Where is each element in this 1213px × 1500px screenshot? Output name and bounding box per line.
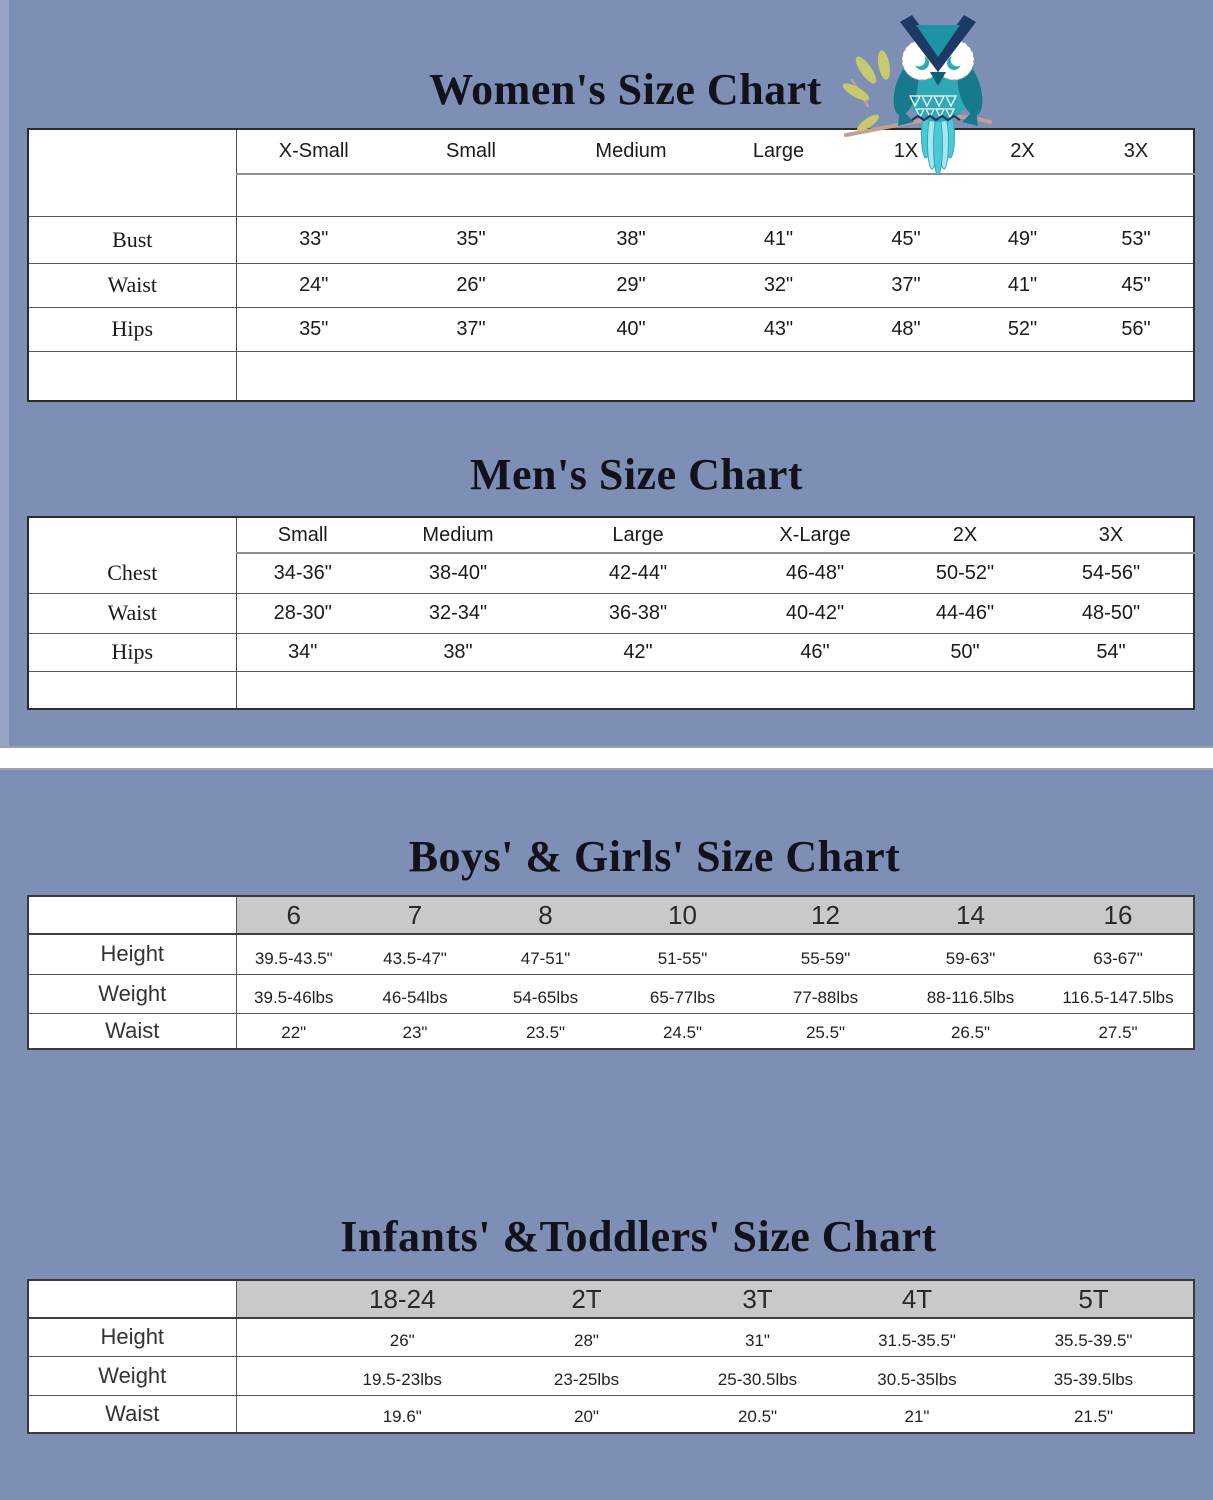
size-value: 28" [574,1330,599,1350]
size-column-header: 3T [675,1280,840,1318]
size-value: 44-46" [901,593,1029,633]
size-column-header: Medium [551,129,711,174]
row-label: Hips [28,633,236,671]
size-value: 40-42" [729,593,901,633]
row-label: Waist [28,1395,236,1433]
size-value: 20" [498,1395,675,1433]
size-column-header: X-Large [729,517,901,553]
size-value: 24" [236,263,391,307]
size-column-header: Small [236,517,369,553]
size-column-header: 3X [1079,129,1194,174]
size-value: 30.5-35lbs [840,1356,994,1395]
table-row [28,593,1194,633]
size-value: 19.6" [236,1395,498,1433]
table-row [28,263,1194,307]
size-value: 23-25lbs [498,1356,675,1395]
infants-toddlers-size-table [27,1279,1195,1434]
size-value: 19.5-23lbs [236,1356,498,1395]
size-value: 25-30.5lbs [675,1356,840,1395]
size-value: 48-50" [1029,593,1194,633]
size-value: 63-67" [1093,948,1143,968]
table-row [28,1395,1194,1433]
row-label: Hips [28,307,236,351]
size-value: 54" [1029,633,1194,671]
table-row [28,216,1194,263]
row-label: Waist [28,593,236,633]
size-value: 23.5" [479,1013,612,1049]
size-value: 26.5" [898,1013,1043,1049]
size-value: 40" [551,307,711,351]
size-column-header: 14 [898,896,1043,934]
row-label: Waist [28,1013,236,1049]
size-value: 31.5-35.5" [878,1330,956,1350]
row-label-header-cell [28,129,236,216]
size-value: 36-38" [547,593,729,633]
size-value: 59-63" [945,948,996,968]
size-value: 25.5" [753,1013,898,1049]
men-chart-title: Men's Size Chart [469,450,804,499]
size-value: 50-52" [935,561,995,584]
size-value: 31" [745,1330,770,1350]
size-column-header: 3X [1029,517,1194,553]
men-size-table [27,516,1195,710]
size-value: 23" [351,1013,479,1049]
size-value: 35.5-39.5" [1054,1330,1133,1350]
panel-separator-band [0,746,1213,770]
size-column-header: 4T [840,1280,994,1318]
size-column-header: 5T [994,1280,1194,1318]
size-value: 45" [846,216,966,263]
size-value: 45" [1079,263,1194,307]
table-row [28,307,1194,351]
table-row [28,633,1194,671]
size-value: 21.5" [994,1395,1194,1433]
size-value: 46-48" [785,561,845,584]
size-value: 28-30" [236,593,369,633]
size-value: 43" [711,307,846,351]
size-value: 33" [236,216,391,263]
row-label: Weight [28,974,236,1013]
size-value: 37" [391,307,551,351]
size-value: 46-54lbs [351,974,479,1013]
table-row [28,1356,1194,1395]
size-value: 55-59" [800,948,851,968]
table-row [28,1318,1194,1356]
row-label: Height [28,934,236,974]
size-value: 26" [391,263,551,307]
size-value: 39.5-43.5" [254,948,333,968]
size-column-header: Small [391,129,551,174]
size-value: 41" [711,216,846,263]
size-value: 26" [389,1330,415,1350]
size-value: 35" [391,216,551,263]
size-value: 77-88lbs [753,974,898,1013]
size-value: 51-55" [657,948,708,968]
size-column-header: 16 [1043,896,1194,934]
boys-girls-size-table [27,895,1195,1050]
table-row [28,553,1194,593]
size-value: 47-51" [520,948,571,968]
size-value: 38" [369,633,547,671]
size-value: 32-34" [369,593,547,633]
size-column-header: 8 [479,896,612,934]
table-row [28,1013,1194,1049]
size-value: 52" [966,307,1079,351]
size-value: 46" [729,633,901,671]
women-chart-title: Women's Size Chart [429,65,822,114]
size-value: 34" [236,633,369,671]
size-value: 49" [966,216,1079,263]
size-column-header: X-Small [236,129,391,174]
infants-toddlers-chart-title: Infants' &Toddlers' Size Chart [340,1212,937,1261]
size-value: 24.5" [612,1013,753,1049]
size-value: 42-44" [608,561,668,584]
size-column-header: 18-24 [236,1280,498,1318]
size-value: 43.5-47" [383,948,447,968]
size-value: 56" [1079,307,1194,351]
size-column-header: Large [711,129,846,174]
size-value: 54-65lbs [479,974,612,1013]
row-label: Waist [28,263,236,307]
row-label: Bust [28,216,236,263]
size-value: 48" [846,307,966,351]
size-value: 38-40" [428,561,488,584]
size-column-header: 2X [966,129,1079,174]
size-value: 39.5-46lbs [236,974,351,1013]
size-column-header: 12 [753,896,898,934]
row-label: Height [28,1318,236,1356]
size-column-header: 6 [236,896,351,934]
table-row [28,974,1194,1013]
size-value: 35-39.5lbs [994,1356,1194,1395]
size-column-header: 10 [612,896,753,934]
size-value: 42" [547,633,729,671]
size-column-header: Medium [369,517,547,553]
size-value: 65-77lbs [612,974,753,1013]
size-value: 38" [551,216,711,263]
women-size-table [27,128,1195,402]
size-value: 50" [901,633,1029,671]
size-value: 21" [840,1395,994,1433]
size-value: 41" [966,263,1079,307]
size-column-header: 2T [498,1280,675,1318]
size-value: 27.5" [1043,1013,1194,1049]
size-value: 34-36" [273,561,332,584]
boys-girls-chart-title: Boys' & Girls' Size Chart [408,832,901,881]
size-value: 54-56" [1081,561,1141,584]
size-column-header: Large [547,517,729,553]
size-value: 20.5" [675,1395,840,1433]
size-value: 32" [711,263,846,307]
size-column-header: 1X [846,129,966,174]
table-row [28,934,1194,974]
size-value: 35" [236,307,391,351]
size-value: 37" [846,263,966,307]
size-value: 22" [236,1013,351,1049]
size-column-header: 7 [351,896,479,934]
row-label-header-cell [28,517,236,553]
size-value: 53" [1079,216,1194,263]
size-value: 88-116.5lbs [898,974,1043,1013]
row-label: Chest [28,553,236,593]
row-label: Weight [28,1356,236,1395]
size-value: 116.5-147.5lbs [1043,974,1194,1013]
size-value: 29" [551,263,711,307]
row-label-header-cell [28,896,236,934]
size-column-header: 2X [901,517,1029,553]
owl-on-branch-icon [838,10,1008,175]
row-label-header-cell [28,1280,236,1318]
